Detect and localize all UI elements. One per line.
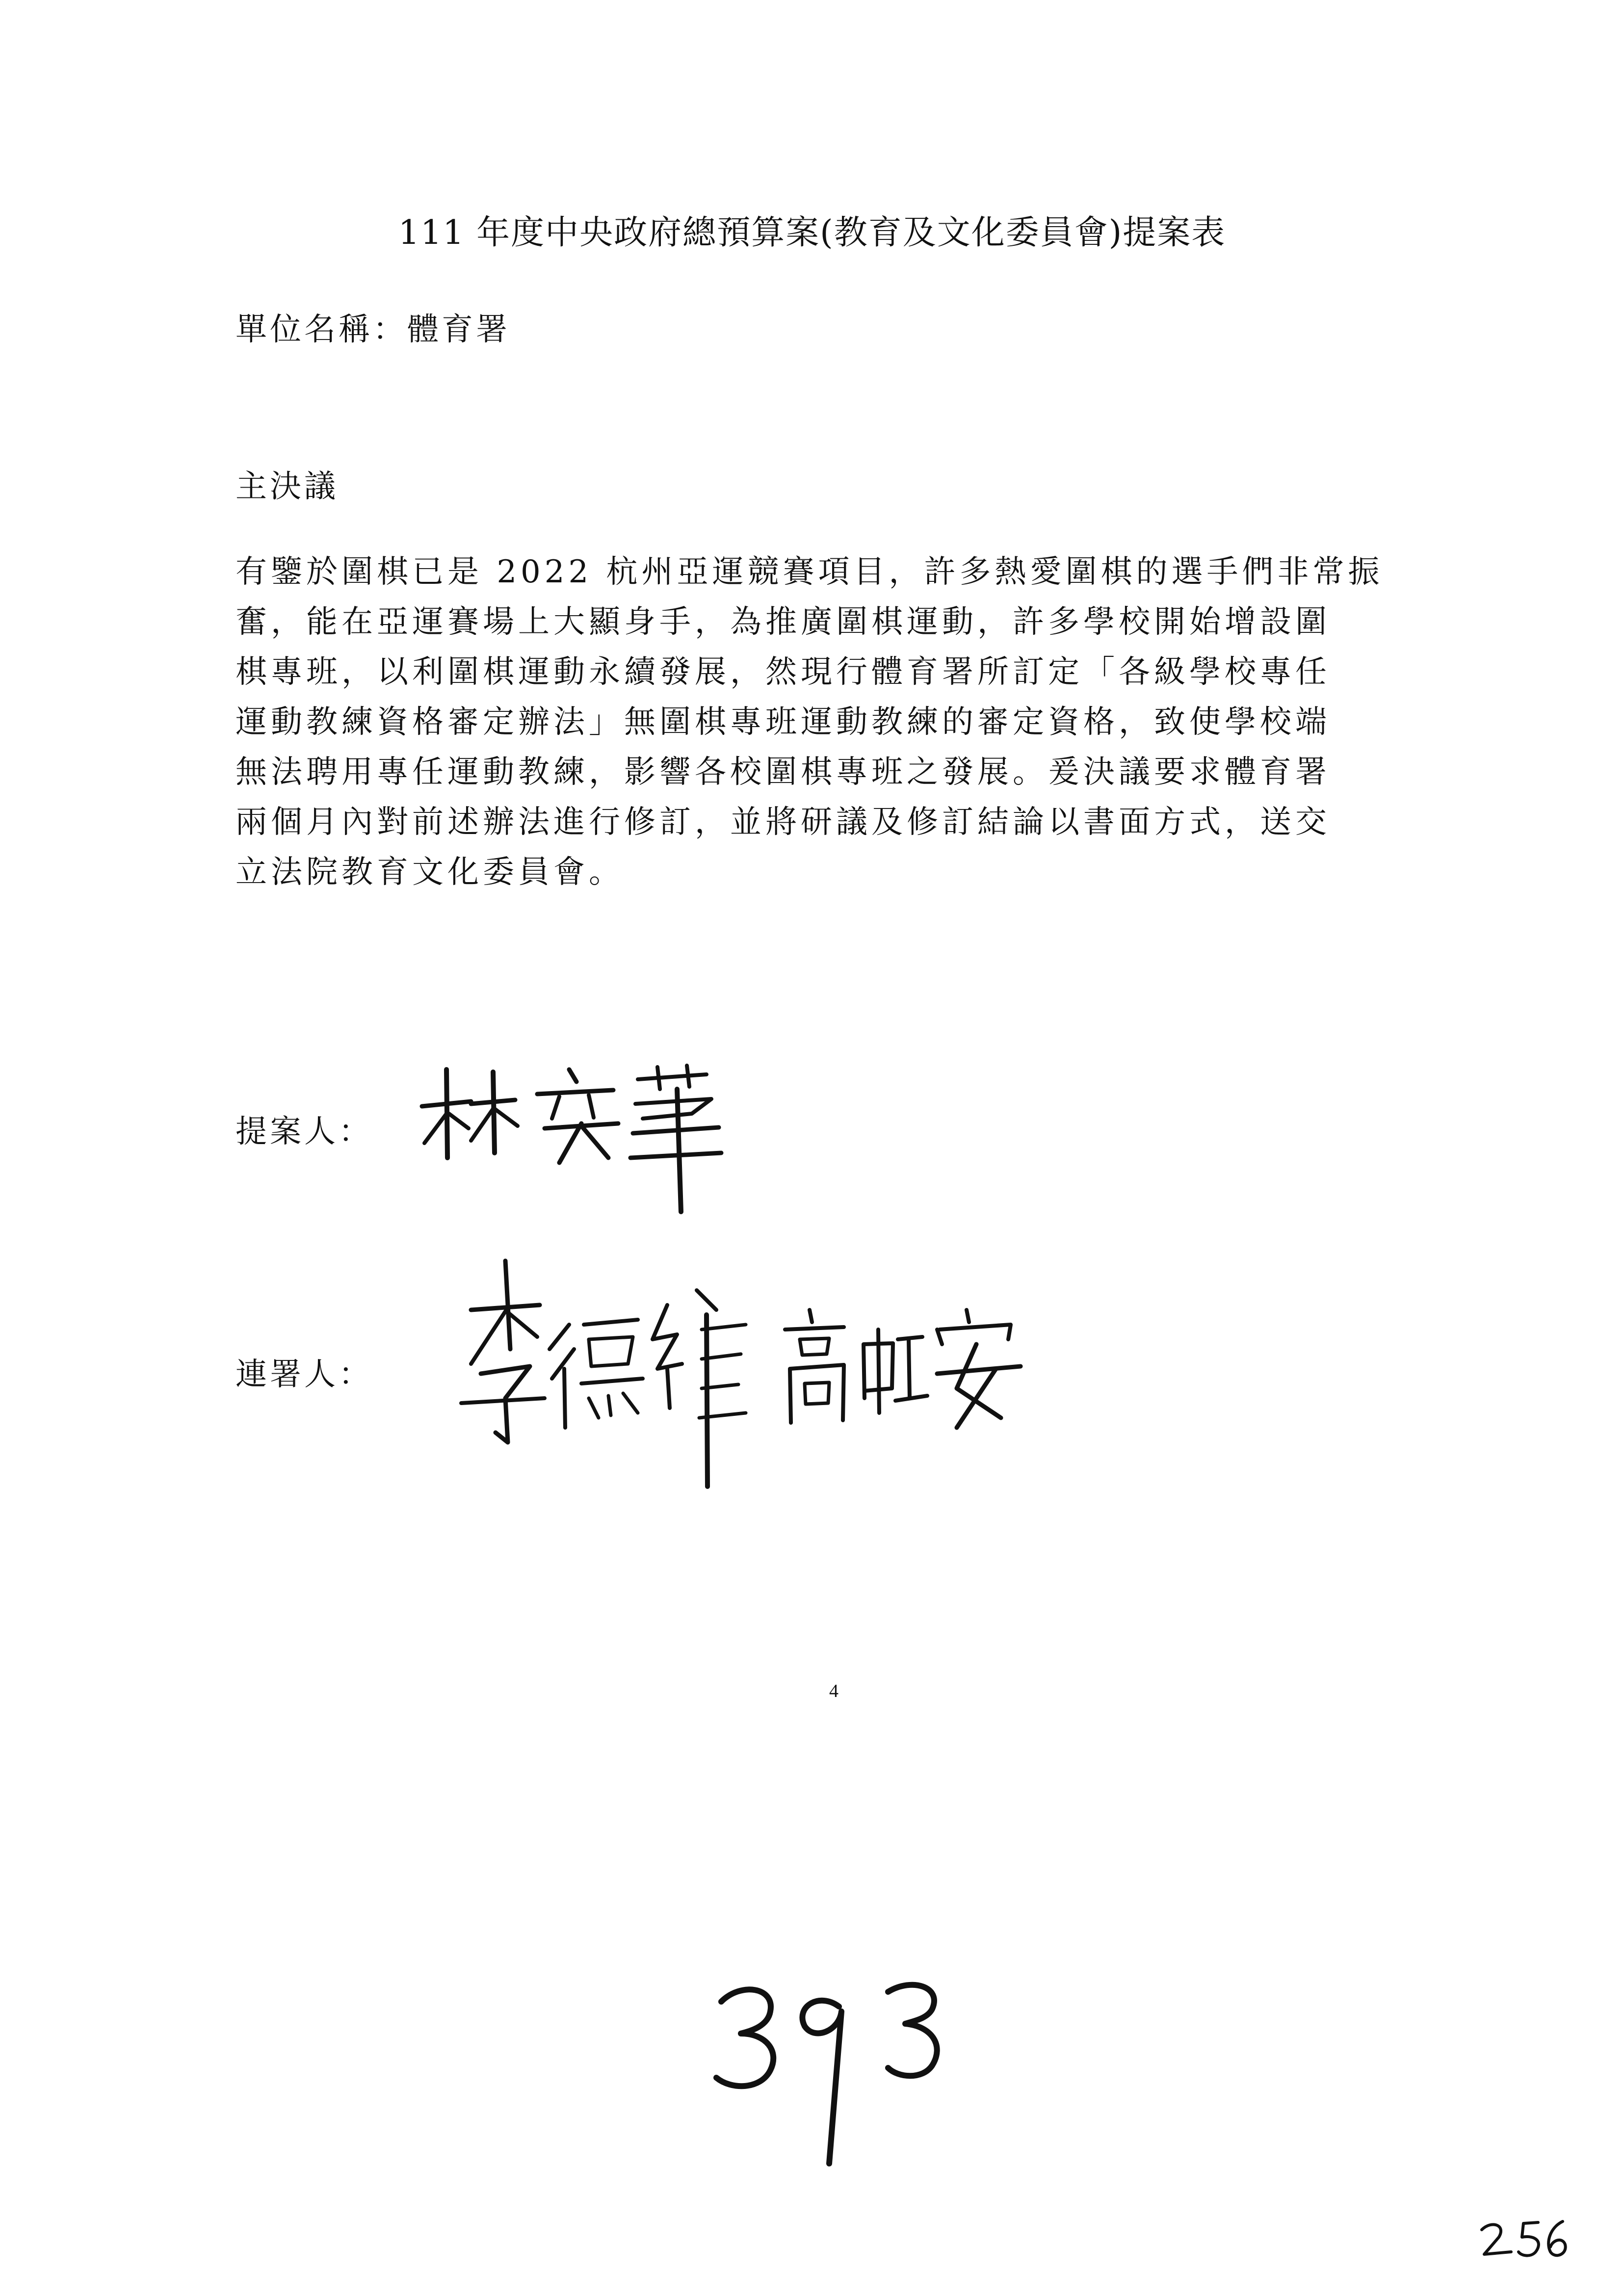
proposer-label: 提案人： <box>236 1114 373 1150</box>
resolution-heading: 主決議 <box>236 469 339 505</box>
corner-handwritten-number <box>1477 2218 1570 2264</box>
body-line: 奮，能在亞運賽場上大顯身手，為推廣圍棋運動，許多學校開始增設圍 <box>236 604 1331 640</box>
document-title: 111 年度中央政府總預算案(教育及文化委員會)提案表 <box>398 213 1226 252</box>
body-line: 棋專班，以利圍棋運動永續發展，然現行體育署所訂定「各級學校專任 <box>236 654 1331 690</box>
unit-name-line <box>236 304 510 349</box>
body-line: 無法聘用專任運動教練，影響各校圍棋專班之發展。爰決議要求體育署 <box>236 754 1331 790</box>
page-number: 4 <box>829 1681 838 1701</box>
handwritten-page-number <box>711 1972 967 2170</box>
cosigner-signature-2 <box>780 1300 1025 1449</box>
body-line: 立法院教育文化委員會。 <box>236 854 624 890</box>
cosigner-signature-1 <box>451 1251 756 1498</box>
proposer-signature <box>412 1060 726 1224</box>
unit-name-label: 單位名稱： <box>236 312 407 348</box>
body-line: 運動教練資格審定辦法」無圍棋專班運動教練的審定資格，致使學校端 <box>236 704 1331 740</box>
body-line: 兩個月內對前述辦法進行修訂，並將研議及修訂結論以書面方式，送交 <box>236 804 1331 840</box>
resolution-body <box>236 547 1433 897</box>
unit-name-value: 體育署 <box>407 312 510 348</box>
cosigner-label: 連署人： <box>236 1357 373 1393</box>
body-line: 有鑒於圍棋已是 2022 杭州亞運競賽項目，許多熱愛圍棋的選手們非常振 <box>236 554 1384 590</box>
